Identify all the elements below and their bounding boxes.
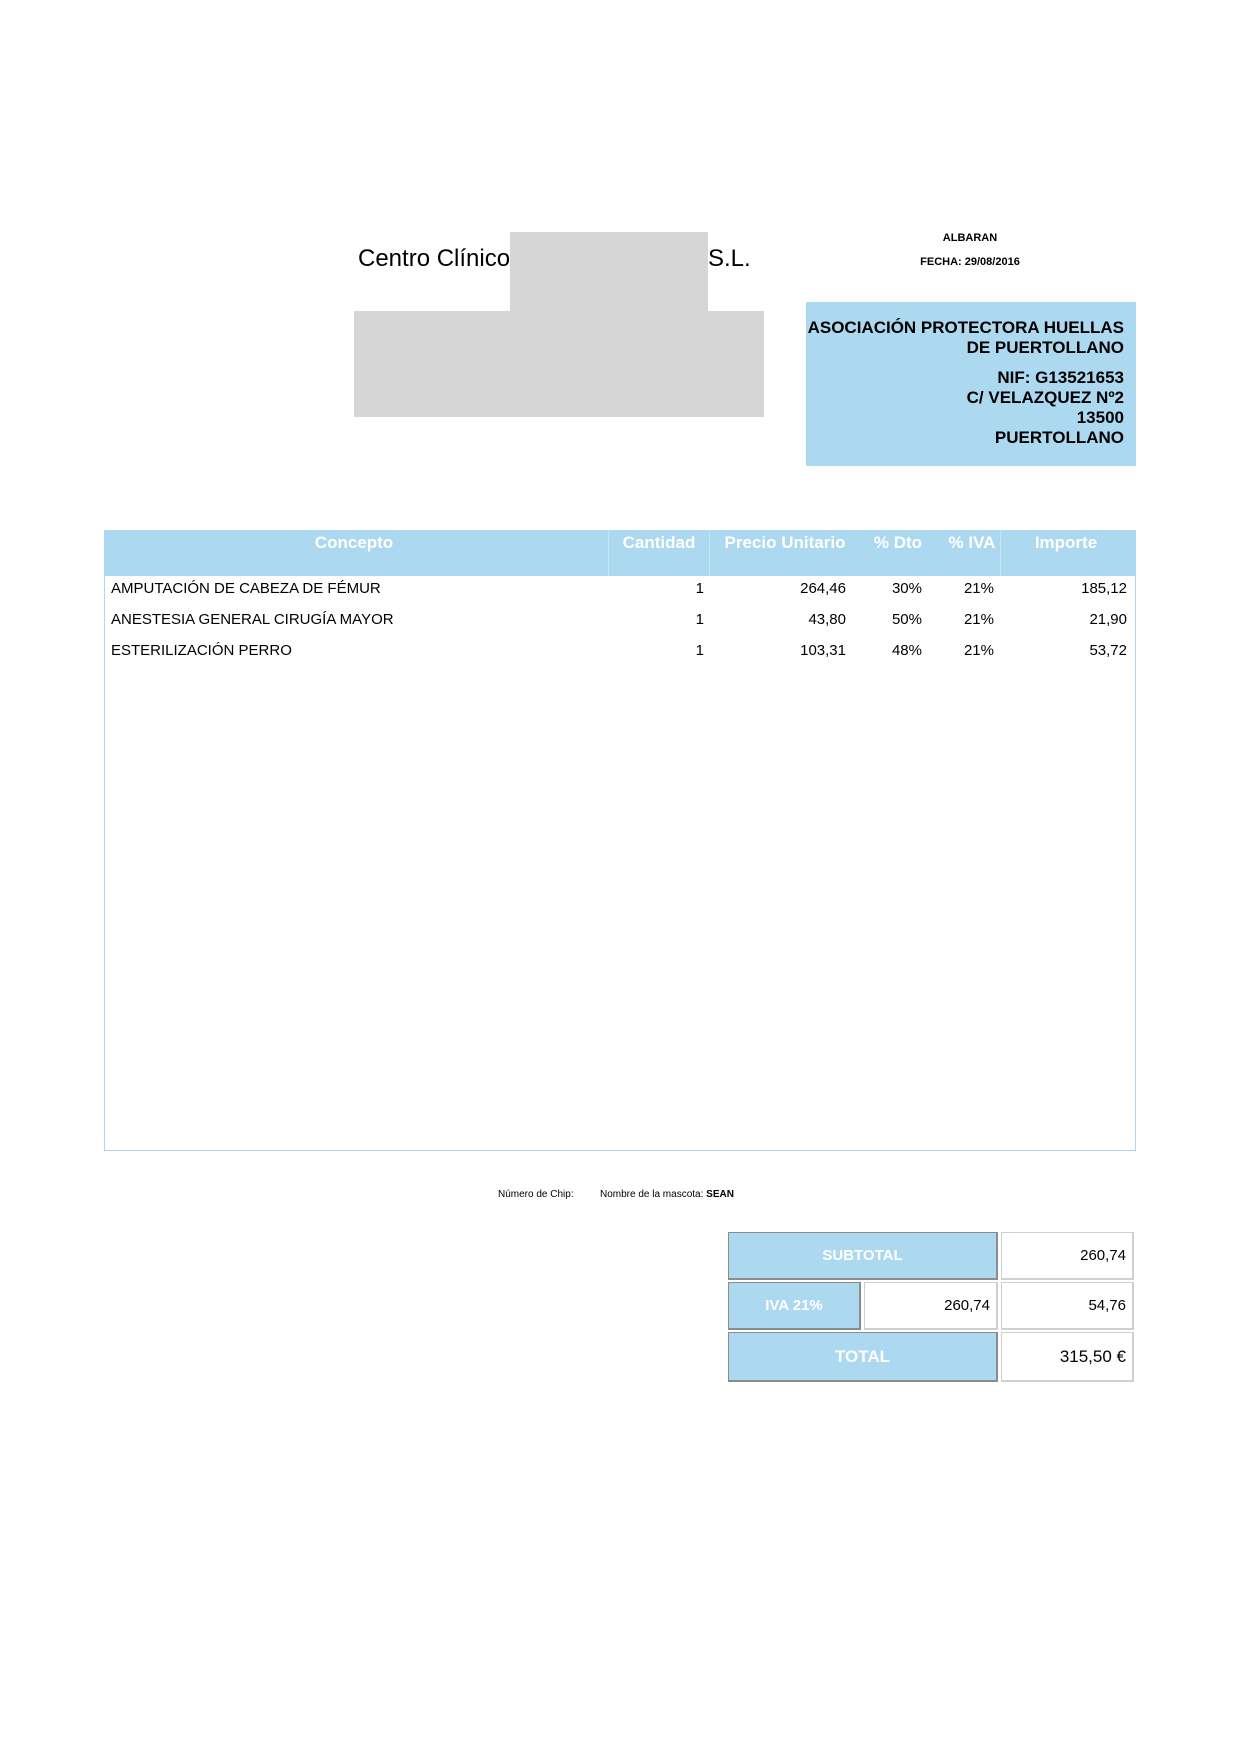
company-name-suffix: S.L.	[708, 245, 751, 272]
header-vat: % IVA	[948, 533, 996, 552]
pet-name-value: SEAN	[706, 1189, 734, 1200]
row-amount: 185,12	[1081, 580, 1127, 597]
row-concept: AMPUTACIÓN DE CABEZA DE FÉMUR	[111, 580, 381, 597]
row-discount: 48%	[891, 642, 922, 659]
row-vat: 21%	[963, 580, 994, 597]
company-name-prefix: Centro Clínico	[358, 245, 511, 272]
pet-name-label: Nombre de la mascota:	[600, 1189, 704, 1200]
client-info-box	[806, 302, 1136, 466]
header-discount: % Dto	[873, 533, 923, 552]
row-vat: 21%	[963, 611, 994, 628]
row-concept: ESTERILIZACIÓN PERRO	[111, 642, 292, 659]
document-type: ALBARAN	[942, 232, 998, 244]
chip-number-label: Número de Chip:	[498, 1189, 574, 1200]
subtotal-label: SUBTOTAL	[728, 1232, 998, 1280]
table-row	[104, 574, 1136, 604]
row-quantity: 1	[695, 642, 704, 659]
row-concept: ANESTESIA GENERAL CIRUGÍA MAYOR	[111, 611, 394, 628]
table-row	[104, 636, 1136, 666]
row-discount: 50%	[891, 611, 922, 628]
total-label: TOTAL	[728, 1332, 998, 1382]
total-value: 315,50 €	[1001, 1332, 1134, 1382]
row-unit-price: 43,80	[808, 611, 846, 628]
client-address: C/ VELAZQUEZ Nº2	[966, 388, 1124, 407]
iva-amount-value: 54,76	[1001, 1282, 1134, 1330]
client-name-line2: DE PUERTOLLANO	[966, 338, 1124, 357]
items-table-header	[104, 530, 1136, 576]
row-unit-price: 103,31	[800, 642, 846, 659]
redacted-company-name	[510, 232, 708, 312]
table-row	[104, 605, 1136, 635]
client-city: PUERTOLLANO	[994, 428, 1124, 447]
header-amount: Importe	[1034, 533, 1098, 552]
header-quantity: Cantidad	[622, 533, 696, 552]
header-unit-price: Precio Unitario	[724, 533, 846, 552]
row-discount: 30%	[891, 580, 922, 597]
subtotal-value: 260,74	[1001, 1232, 1134, 1280]
iva-base-value: 260,74	[864, 1282, 998, 1330]
iva-label: IVA 21%	[728, 1282, 861, 1330]
pet-name	[600, 1189, 734, 1200]
document-date: FECHA: 29/08/2016	[920, 256, 1020, 268]
header-concept: Concepto	[314, 533, 394, 552]
row-vat: 21%	[963, 642, 994, 659]
row-unit-price: 264,46	[800, 580, 846, 597]
row-quantity: 1	[695, 611, 704, 628]
row-quantity: 1	[695, 580, 704, 597]
row-amount: 53,72	[1089, 642, 1127, 659]
client-postal-code: 13500	[1076, 408, 1124, 427]
client-name-line1: ASOCIACIÓN PROTECTORA HUELLAS	[807, 318, 1124, 337]
row-amount: 21,90	[1089, 611, 1127, 628]
redacted-company-address	[354, 311, 764, 417]
client-nif: NIF: G13521653	[997, 368, 1124, 387]
